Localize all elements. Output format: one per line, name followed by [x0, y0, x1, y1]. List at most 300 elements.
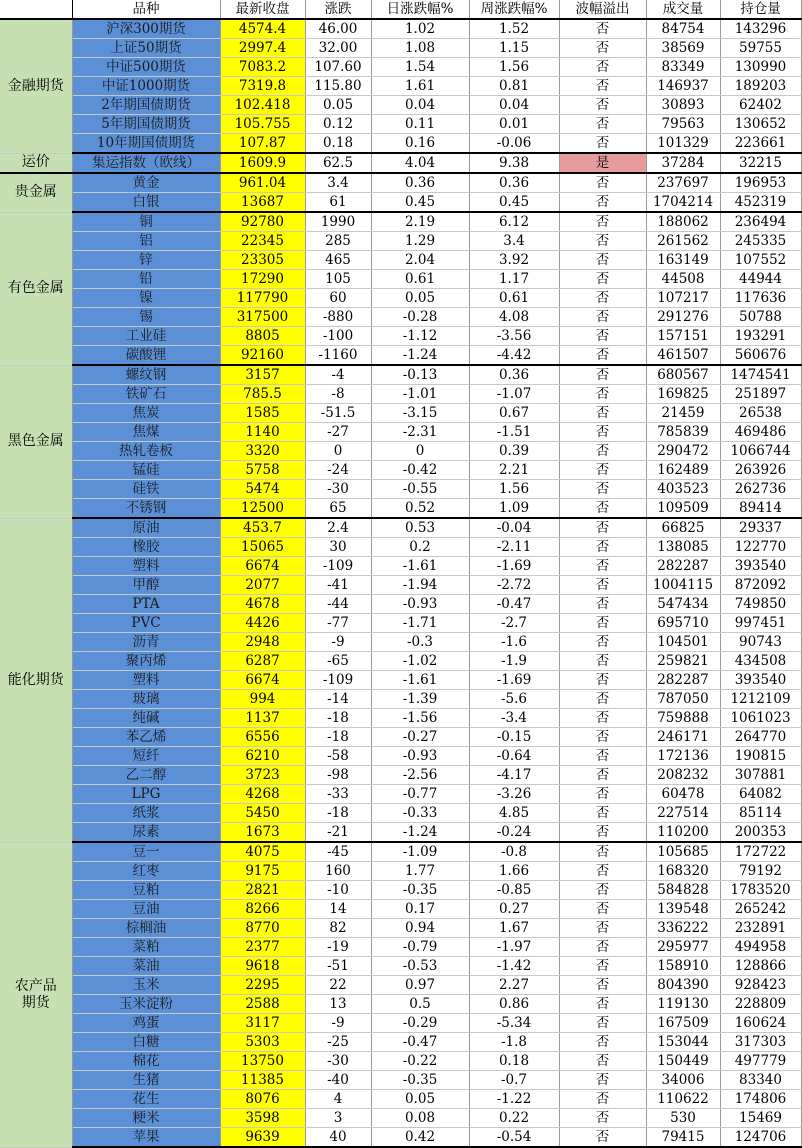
name-cell[interactable]: 镍 [72, 289, 220, 308]
open-interest-cell[interactable]: 393540 [720, 671, 801, 690]
weekly-pct-cell[interactable]: -0.7 [469, 1071, 559, 1090]
change-cell[interactable]: -18 [305, 804, 371, 823]
volume-cell[interactable]: 139548 [646, 900, 720, 919]
daily-pct-cell[interactable]: -0.47 [371, 1033, 469, 1052]
name-cell[interactable]: 玉米淀粉 [72, 995, 220, 1014]
overflow-cell[interactable]: 否 [559, 576, 646, 595]
change-cell[interactable]: 1990 [305, 212, 371, 232]
change-cell[interactable]: 107.60 [305, 58, 371, 77]
close-cell[interactable]: 92780 [220, 212, 305, 232]
name-cell[interactable]: 锡 [72, 308, 220, 327]
weekly-pct-cell[interactable]: -0.04 [469, 518, 559, 538]
change-cell[interactable]: -51.5 [305, 404, 371, 423]
overflow-cell[interactable]: 否 [559, 423, 646, 442]
overflow-cell[interactable]: 否 [559, 671, 646, 690]
close-cell[interactable]: 102.418 [220, 96, 305, 115]
name-cell[interactable]: 鸡蛋 [72, 1014, 220, 1033]
category-cell[interactable]: 有色金属 [0, 212, 72, 365]
overflow-cell[interactable]: 否 [559, 957, 646, 976]
close-cell[interactable]: 9175 [220, 862, 305, 881]
change-cell[interactable]: -19 [305, 938, 371, 957]
weekly-pct-cell[interactable]: 1.15 [469, 39, 559, 58]
close-cell[interactable]: 17290 [220, 270, 305, 289]
weekly-pct-cell[interactable]: 0.39 [469, 442, 559, 461]
overflow-cell[interactable]: 否 [559, 709, 646, 728]
weekly-pct-cell[interactable]: 0.36 [469, 173, 559, 193]
weekly-pct-cell[interactable]: 0.86 [469, 995, 559, 1014]
weekly-pct-cell[interactable]: 6.12 [469, 212, 559, 232]
name-cell[interactable]: 10年期国债期货 [72, 134, 220, 154]
open-interest-cell[interactable]: 160624 [720, 1014, 801, 1033]
close-cell[interactable]: 453.7 [220, 518, 305, 538]
daily-pct-cell[interactable]: 0.2 [371, 538, 469, 557]
name-cell[interactable]: 塑料 [72, 557, 220, 576]
change-cell[interactable]: -30 [305, 1052, 371, 1071]
open-interest-cell[interactable]: 107552 [720, 251, 801, 270]
close-cell[interactable]: 8805 [220, 327, 305, 346]
overflow-cell[interactable]: 否 [559, 842, 646, 862]
close-cell[interactable]: 9618 [220, 957, 305, 976]
weekly-pct-cell[interactable]: -1.8 [469, 1033, 559, 1052]
daily-pct-cell[interactable]: 1.61 [371, 77, 469, 96]
daily-pct-cell[interactable]: 2.04 [371, 251, 469, 270]
overflow-cell[interactable]: 否 [559, 900, 646, 919]
open-interest-cell[interactable]: 251897 [720, 385, 801, 404]
overflow-cell[interactable]: 否 [559, 19, 646, 39]
change-cell[interactable]: 46.00 [305, 19, 371, 39]
daily-pct-cell[interactable]: -0.93 [371, 747, 469, 766]
close-cell[interactable]: 13750 [220, 1052, 305, 1071]
overflow-cell[interactable]: 否 [559, 1109, 646, 1128]
weekly-pct-cell[interactable]: -1.22 [469, 1090, 559, 1109]
overflow-cell[interactable]: 否 [559, 499, 646, 519]
change-cell[interactable]: -4 [305, 365, 371, 385]
volume-cell[interactable]: 163149 [646, 251, 720, 270]
weekly-pct-cell[interactable]: -2.72 [469, 576, 559, 595]
change-cell[interactable]: 285 [305, 232, 371, 251]
overflow-cell[interactable]: 否 [559, 212, 646, 232]
daily-pct-cell[interactable]: -2.31 [371, 423, 469, 442]
volume-cell[interactable]: 101329 [646, 134, 720, 154]
overflow-cell[interactable]: 否 [559, 289, 646, 308]
volume-cell[interactable]: 105685 [646, 842, 720, 862]
close-cell[interactable]: 2295 [220, 976, 305, 995]
change-cell[interactable]: -40 [305, 1071, 371, 1090]
name-cell[interactable]: LPG [72, 785, 220, 804]
overflow-cell[interactable]: 否 [559, 461, 646, 480]
weekly-pct-cell[interactable]: 1.56 [469, 58, 559, 77]
volume-cell[interactable]: 109509 [646, 499, 720, 519]
volume-cell[interactable]: 336222 [646, 919, 720, 938]
change-cell[interactable]: -33 [305, 785, 371, 804]
daily-pct-cell[interactable]: 0.61 [371, 270, 469, 289]
change-cell[interactable]: -44 [305, 595, 371, 614]
open-interest-cell[interactable]: 1066744 [720, 442, 801, 461]
weekly-pct-cell[interactable]: 9.38 [469, 153, 559, 173]
overflow-cell[interactable]: 否 [559, 1014, 646, 1033]
change-cell[interactable]: -77 [305, 614, 371, 633]
overflow-cell[interactable]: 否 [559, 919, 646, 938]
close-cell[interactable]: 6674 [220, 557, 305, 576]
change-cell[interactable]: 61 [305, 193, 371, 213]
daily-pct-cell[interactable]: -1.01 [371, 385, 469, 404]
open-interest-cell[interactable]: 90743 [720, 633, 801, 652]
overflow-cell[interactable]: 否 [559, 480, 646, 499]
change-cell[interactable]: 4 [305, 1090, 371, 1109]
overflow-cell[interactable]: 否 [559, 1052, 646, 1071]
change-cell[interactable]: -27 [305, 423, 371, 442]
name-cell[interactable]: 沥青 [72, 633, 220, 652]
close-cell[interactable]: 15065 [220, 538, 305, 557]
volume-cell[interactable]: 79415 [646, 1128, 720, 1148]
open-interest-cell[interactable]: 1212109 [720, 690, 801, 709]
daily-pct-cell[interactable]: 0.05 [371, 289, 469, 308]
overflow-cell[interactable]: 否 [559, 538, 646, 557]
daily-pct-cell[interactable]: 0.97 [371, 976, 469, 995]
name-cell[interactable]: 集运指数（欧线） [72, 153, 220, 173]
weekly-pct-cell[interactable]: -1.07 [469, 385, 559, 404]
header-name[interactable]: 品种 [72, 0, 220, 19]
open-interest-cell[interactable]: 189203 [720, 77, 801, 96]
volume-cell[interactable]: 261562 [646, 232, 720, 251]
change-cell[interactable]: 160 [305, 862, 371, 881]
change-cell[interactable]: -18 [305, 728, 371, 747]
volume-cell[interactable]: 21459 [646, 404, 720, 423]
name-cell[interactable]: 碳酸锂 [72, 346, 220, 366]
daily-pct-cell[interactable]: -0.22 [371, 1052, 469, 1071]
volume-cell[interactable]: 804390 [646, 976, 720, 995]
close-cell[interactable]: 2948 [220, 633, 305, 652]
weekly-pct-cell[interactable]: 3.92 [469, 251, 559, 270]
change-cell[interactable]: 0.05 [305, 96, 371, 115]
open-interest-cell[interactable]: 62402 [720, 96, 801, 115]
name-cell[interactable]: PVC [72, 614, 220, 633]
weekly-pct-cell[interactable]: -2.7 [469, 614, 559, 633]
weekly-pct-cell[interactable]: -0.15 [469, 728, 559, 747]
close-cell[interactable]: 13687 [220, 193, 305, 213]
overflow-cell[interactable]: 否 [559, 442, 646, 461]
overflow-cell[interactable]: 否 [559, 785, 646, 804]
overflow-cell[interactable]: 否 [559, 633, 646, 652]
open-interest-cell[interactable]: 26538 [720, 404, 801, 423]
name-cell[interactable]: 玻璃 [72, 690, 220, 709]
volume-cell[interactable]: 104501 [646, 633, 720, 652]
open-interest-cell[interactable]: 79192 [720, 862, 801, 881]
volume-cell[interactable]: 208232 [646, 766, 720, 785]
close-cell[interactable]: 4075 [220, 842, 305, 862]
name-cell[interactable]: 焦煤 [72, 423, 220, 442]
change-cell[interactable]: -24 [305, 461, 371, 480]
weekly-pct-cell[interactable]: 1.67 [469, 919, 559, 938]
category-cell[interactable]: 农产品 期货 [0, 842, 72, 1147]
name-cell[interactable]: 豆粕 [72, 881, 220, 900]
overflow-cell[interactable]: 否 [559, 346, 646, 366]
name-cell[interactable]: 中证1000期货 [72, 77, 220, 96]
weekly-pct-cell[interactable]: 0.01 [469, 115, 559, 134]
daily-pct-cell[interactable]: 0.42 [371, 1128, 469, 1148]
weekly-pct-cell[interactable]: -3.26 [469, 785, 559, 804]
overflow-cell[interactable]: 否 [559, 862, 646, 881]
volume-cell[interactable]: 759888 [646, 709, 720, 728]
daily-pct-cell[interactable]: 0.16 [371, 134, 469, 154]
daily-pct-cell[interactable]: -0.79 [371, 938, 469, 957]
volume-cell[interactable]: 146937 [646, 77, 720, 96]
close-cell[interactable]: 317500 [220, 308, 305, 327]
daily-pct-cell[interactable]: 0 [371, 442, 469, 461]
volume-cell[interactable]: 60478 [646, 785, 720, 804]
change-cell[interactable]: -51 [305, 957, 371, 976]
header-volatility-overflow[interactable]: 波幅溢出 [559, 0, 646, 19]
open-interest-cell[interactable]: 317303 [720, 1033, 801, 1052]
change-cell[interactable]: 0 [305, 442, 371, 461]
volume-cell[interactable]: 785839 [646, 423, 720, 442]
change-cell[interactable]: 3 [305, 1109, 371, 1128]
close-cell[interactable]: 785.5 [220, 385, 305, 404]
overflow-cell[interactable]: 否 [559, 270, 646, 289]
daily-pct-cell[interactable]: 0.53 [371, 518, 469, 538]
volume-cell[interactable]: 172136 [646, 747, 720, 766]
open-interest-cell[interactable]: 263926 [720, 461, 801, 480]
change-cell[interactable]: -109 [305, 671, 371, 690]
name-cell[interactable]: 不锈钢 [72, 499, 220, 519]
name-cell[interactable]: 苯乙烯 [72, 728, 220, 747]
volume-cell[interactable]: 167509 [646, 1014, 720, 1033]
volume-cell[interactable]: 37284 [646, 153, 720, 173]
open-interest-cell[interactable]: 236494 [720, 212, 801, 232]
volume-cell[interactable]: 227514 [646, 804, 720, 823]
volume-cell[interactable]: 1704214 [646, 193, 720, 213]
volume-cell[interactable]: 34006 [646, 1071, 720, 1090]
open-interest-cell[interactable]: 497779 [720, 1052, 801, 1071]
overflow-cell[interactable]: 否 [559, 1033, 646, 1052]
weekly-pct-cell[interactable]: 1.66 [469, 862, 559, 881]
name-cell[interactable]: 花生 [72, 1090, 220, 1109]
close-cell[interactable]: 117790 [220, 289, 305, 308]
daily-pct-cell[interactable]: 0.04 [371, 96, 469, 115]
change-cell[interactable]: 62.5 [305, 153, 371, 173]
close-cell[interactable]: 11385 [220, 1071, 305, 1090]
volume-cell[interactable]: 282287 [646, 557, 720, 576]
daily-pct-cell[interactable]: -1.02 [371, 652, 469, 671]
weekly-pct-cell[interactable]: -0.64 [469, 747, 559, 766]
change-cell[interactable]: -18 [305, 709, 371, 728]
overflow-cell[interactable]: 否 [559, 595, 646, 614]
daily-pct-cell[interactable]: -1.61 [371, 671, 469, 690]
volume-cell[interactable]: 110200 [646, 823, 720, 843]
header-change[interactable]: 涨跌 [305, 0, 371, 19]
change-cell[interactable]: -58 [305, 747, 371, 766]
change-cell[interactable]: 32.00 [305, 39, 371, 58]
overflow-cell[interactable]: 否 [559, 39, 646, 58]
weekly-pct-cell[interactable]: -3.4 [469, 709, 559, 728]
close-cell[interactable]: 5474 [220, 480, 305, 499]
weekly-pct-cell[interactable]: -1.51 [469, 423, 559, 442]
change-cell[interactable]: -45 [305, 842, 371, 862]
daily-pct-cell[interactable]: 0.5 [371, 995, 469, 1014]
change-cell[interactable]: -109 [305, 557, 371, 576]
close-cell[interactable]: 3157 [220, 365, 305, 385]
volume-cell[interactable]: 168320 [646, 862, 720, 881]
overflow-cell[interactable]: 否 [559, 232, 646, 251]
weekly-pct-cell[interactable]: 1.56 [469, 480, 559, 499]
close-cell[interactable]: 105.755 [220, 115, 305, 134]
name-cell[interactable]: 乙二醇 [72, 766, 220, 785]
volume-cell[interactable]: 680567 [646, 365, 720, 385]
name-cell[interactable]: 红枣 [72, 862, 220, 881]
volume-cell[interactable]: 30893 [646, 96, 720, 115]
category-cell[interactable]: 黑色金属 [0, 365, 72, 518]
name-cell[interactable]: 工业硅 [72, 327, 220, 346]
name-cell[interactable]: 焦炭 [72, 404, 220, 423]
daily-pct-cell[interactable]: -0.27 [371, 728, 469, 747]
close-cell[interactable]: 3598 [220, 1109, 305, 1128]
overflow-cell[interactable]: 否 [559, 766, 646, 785]
daily-pct-cell[interactable]: 0.17 [371, 900, 469, 919]
open-interest-cell[interactable]: 749850 [720, 595, 801, 614]
header-close[interactable]: 最新收盘 [220, 0, 305, 19]
name-cell[interactable]: 上证50期货 [72, 39, 220, 58]
change-cell[interactable]: 115.80 [305, 77, 371, 96]
overflow-cell[interactable]: 否 [559, 1128, 646, 1148]
volume-cell[interactable]: 547434 [646, 595, 720, 614]
open-interest-cell[interactable]: 32215 [720, 153, 801, 173]
weekly-pct-cell[interactable]: -4.42 [469, 346, 559, 366]
close-cell[interactable]: 6287 [220, 652, 305, 671]
volume-cell[interactable]: 107217 [646, 289, 720, 308]
overflow-cell[interactable]: 否 [559, 823, 646, 843]
open-interest-cell[interactable]: 190815 [720, 747, 801, 766]
open-interest-cell[interactable]: 89414 [720, 499, 801, 519]
open-interest-cell[interactable]: 1783520 [720, 881, 801, 900]
volume-cell[interactable]: 162489 [646, 461, 720, 480]
open-interest-cell[interactable]: 174806 [720, 1090, 801, 1109]
open-interest-cell[interactable]: 44944 [720, 270, 801, 289]
change-cell[interactable]: -65 [305, 652, 371, 671]
volume-cell[interactable]: 259821 [646, 652, 720, 671]
close-cell[interactable]: 7319.8 [220, 77, 305, 96]
volume-cell[interactable]: 695710 [646, 614, 720, 633]
name-cell[interactable]: 5年期国债期货 [72, 115, 220, 134]
daily-pct-cell[interactable]: 2.19 [371, 212, 469, 232]
weekly-pct-cell[interactable]: 1.52 [469, 19, 559, 39]
weekly-pct-cell[interactable]: -1.97 [469, 938, 559, 957]
daily-pct-cell[interactable]: -0.29 [371, 1014, 469, 1033]
volume-cell[interactable]: 79563 [646, 115, 720, 134]
open-interest-cell[interactable]: 59755 [720, 39, 801, 58]
close-cell[interactable]: 961.04 [220, 173, 305, 193]
change-cell[interactable]: 60 [305, 289, 371, 308]
volume-cell[interactable]: 237697 [646, 173, 720, 193]
overflow-cell[interactable]: 否 [559, 938, 646, 957]
name-cell[interactable]: 2年期国债期货 [72, 96, 220, 115]
name-cell[interactable]: 玉米 [72, 976, 220, 995]
weekly-pct-cell[interactable]: -3.56 [469, 327, 559, 346]
weekly-pct-cell[interactable]: 3.4 [469, 232, 559, 251]
open-interest-cell[interactable]: 122770 [720, 538, 801, 557]
daily-pct-cell[interactable]: 0.45 [371, 193, 469, 213]
overflow-cell[interactable]: 否 [559, 58, 646, 77]
volume-cell[interactable]: 83349 [646, 58, 720, 77]
open-interest-cell[interactable]: 172722 [720, 842, 801, 862]
close-cell[interactable]: 4268 [220, 785, 305, 804]
open-interest-cell[interactable]: 872092 [720, 576, 801, 595]
overflow-cell[interactable]: 否 [559, 728, 646, 747]
overflow-cell[interactable]: 否 [559, 365, 646, 385]
overflow-cell[interactable]: 否 [559, 1071, 646, 1090]
close-cell[interactable]: 1585 [220, 404, 305, 423]
change-cell[interactable]: -21 [305, 823, 371, 843]
close-cell[interactable]: 5450 [220, 804, 305, 823]
daily-pct-cell[interactable]: 4.04 [371, 153, 469, 173]
open-interest-cell[interactable]: 200353 [720, 823, 801, 843]
name-cell[interactable]: PTA [72, 595, 220, 614]
open-interest-cell[interactable]: 29337 [720, 518, 801, 538]
header-daily-pct[interactable]: 日涨跌幅% [371, 0, 469, 19]
category-cell[interactable]: 金融期货 [0, 19, 72, 153]
close-cell[interactable]: 22345 [220, 232, 305, 251]
name-cell[interactable]: 硅铁 [72, 480, 220, 499]
name-cell[interactable]: 锌 [72, 251, 220, 270]
open-interest-cell[interactable]: 264770 [720, 728, 801, 747]
daily-pct-cell[interactable]: -1.24 [371, 346, 469, 366]
close-cell[interactable]: 6556 [220, 728, 305, 747]
open-interest-cell[interactable]: 193291 [720, 327, 801, 346]
weekly-pct-cell[interactable]: 0.36 [469, 365, 559, 385]
close-cell[interactable]: 8076 [220, 1090, 305, 1109]
close-cell[interactable]: 5758 [220, 461, 305, 480]
open-interest-cell[interactable]: 452319 [720, 193, 801, 213]
daily-pct-cell[interactable]: 0.36 [371, 173, 469, 193]
name-cell[interactable]: 甲醇 [72, 576, 220, 595]
volume-cell[interactable]: 150449 [646, 1052, 720, 1071]
daily-pct-cell[interactable]: 0.52 [371, 499, 469, 519]
weekly-pct-cell[interactable]: -0.85 [469, 881, 559, 900]
daily-pct-cell[interactable]: 0.05 [371, 1090, 469, 1109]
volume-cell[interactable]: 461507 [646, 346, 720, 366]
weekly-pct-cell[interactable]: 0.61 [469, 289, 559, 308]
weekly-pct-cell[interactable]: -2.11 [469, 538, 559, 557]
overflow-cell[interactable]: 否 [559, 193, 646, 213]
open-interest-cell[interactable]: 434508 [720, 652, 801, 671]
weekly-pct-cell[interactable]: -1.42 [469, 957, 559, 976]
daily-pct-cell[interactable]: 1.02 [371, 19, 469, 39]
volume-cell[interactable]: 246171 [646, 728, 720, 747]
weekly-pct-cell[interactable]: -0.24 [469, 823, 559, 843]
overflow-cell[interactable]: 否 [559, 518, 646, 538]
change-cell[interactable]: -98 [305, 766, 371, 785]
name-cell[interactable]: 铅 [72, 270, 220, 289]
close-cell[interactable]: 5303 [220, 1033, 305, 1052]
daily-pct-cell[interactable]: -0.35 [371, 1071, 469, 1090]
change-cell[interactable]: -10 [305, 881, 371, 900]
close-cell[interactable]: 2588 [220, 995, 305, 1014]
volume-cell[interactable]: 158910 [646, 957, 720, 976]
category-cell[interactable]: 运价 [0, 153, 72, 173]
open-interest-cell[interactable]: 997451 [720, 614, 801, 633]
overflow-cell[interactable]: 否 [559, 976, 646, 995]
close-cell[interactable]: 92160 [220, 346, 305, 366]
daily-pct-cell[interactable]: -1.12 [371, 327, 469, 346]
weekly-pct-cell[interactable]: 0.67 [469, 404, 559, 423]
close-cell[interactable]: 1609.9 [220, 153, 305, 173]
name-cell[interactable]: 橡胶 [72, 538, 220, 557]
close-cell[interactable]: 8770 [220, 919, 305, 938]
close-cell[interactable]: 2821 [220, 881, 305, 900]
close-cell[interactable]: 6674 [220, 671, 305, 690]
name-cell[interactable]: 棉花 [72, 1052, 220, 1071]
weekly-pct-cell[interactable]: 1.17 [469, 270, 559, 289]
overflow-cell[interactable]: 否 [559, 652, 646, 671]
